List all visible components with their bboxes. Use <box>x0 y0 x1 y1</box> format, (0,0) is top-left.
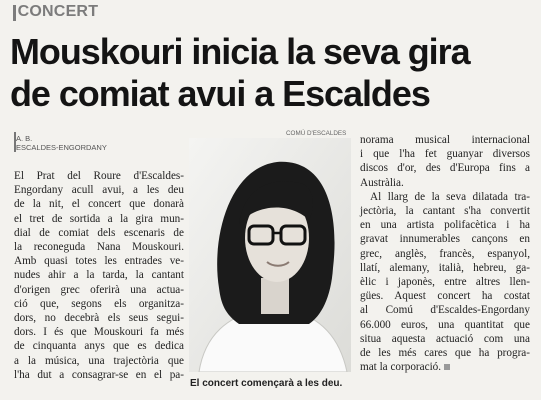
byline-location: ESCALDES-ENGORDANY <box>16 143 107 152</box>
article-line: de la nit, el concert que donarà <box>14 198 184 211</box>
end-mark-icon <box>444 364 450 370</box>
article-line: a la música, una trajectòria que <box>14 354 184 367</box>
article-line: situa aquesta actuació com una <box>360 332 530 345</box>
article-line: dors, no decebrà els seus segui- <box>14 312 184 325</box>
article-line: la reconeguda Nana Mouskouri. <box>14 241 184 254</box>
photo-credit: COMÚ D'ESCALDES <box>286 130 347 137</box>
article-line: jectòria, la cantant s'ha convertit <box>360 205 530 218</box>
article-line: Engordany acull avui, a les deu <box>14 184 184 197</box>
article-line: discos d'or, des d'Europa fins a <box>360 162 530 175</box>
article-line: de les més cares que ha progra- <box>360 347 530 360</box>
article-line: l'ha dut a consagrar-se en el pa- <box>14 368 184 381</box>
article-column-left <box>14 169 184 382</box>
article-line: llatí, alemany, italià, hebreu, ga- <box>360 261 530 274</box>
byline-author: A. B. <box>16 134 33 143</box>
headline <box>10 31 527 115</box>
article-line: gües. Aquest concert ha costat <box>360 290 530 303</box>
article-line: al Comú d'Escaldes-Engordany <box>360 304 530 317</box>
portrait-photo <box>189 138 351 372</box>
article-line: i que l'ha fet guanyar diversos <box>360 148 530 161</box>
photo-caption: El concert començarà a les deu. <box>190 378 343 389</box>
headline-line-1: Mouskouri inicia la seva gira <box>10 31 470 72</box>
article-line: el tret de sortida a la gira mun- <box>14 212 184 225</box>
article-line: dors. I és que Mouskouri fa més <box>14 326 184 339</box>
article-line: gravat innumerables cançons en <box>360 233 530 246</box>
article-line: grec, anglès, francès, espanyol, <box>360 247 530 260</box>
article-line: d'origen grec oferirà una actua- <box>14 283 184 296</box>
section-label: CONCERT <box>17 3 99 20</box>
article-line: Amb quasi totes les entrades ve- <box>14 255 184 268</box>
article-line: dial de comiat dels escenaris de <box>14 226 184 239</box>
article-line: ció que, segons els organitza- <box>14 297 184 310</box>
article-line: èlic i japonès, entre altres llen- <box>360 276 530 289</box>
article-line: en una artista polifacètica i ha <box>360 219 530 232</box>
article-line-text: mat la corporació. <box>360 361 442 374</box>
article-line: Al llarg de la seva dilatada tra- <box>370 190 530 203</box>
article-line: 66.000 euros, una quantitat que <box>360 318 530 331</box>
article-line: de cinquanta anys que es dedica <box>14 340 184 353</box>
article-line: El Prat del Roure d'Escaldes- <box>14 170 184 182</box>
headline-line-2: de comiat avui a Escaldes <box>10 73 430 114</box>
byline <box>16 134 107 152</box>
article-line: Austràlia. <box>360 176 404 189</box>
portrait-illustration <box>189 138 351 372</box>
section-tag <box>13 3 98 21</box>
article-line: nudes ahir a la tarda, la cantant <box>14 269 184 282</box>
article-column-right <box>360 133 530 374</box>
article-line: norama musical internacional <box>360 134 530 146</box>
article-line-last <box>360 360 530 374</box>
